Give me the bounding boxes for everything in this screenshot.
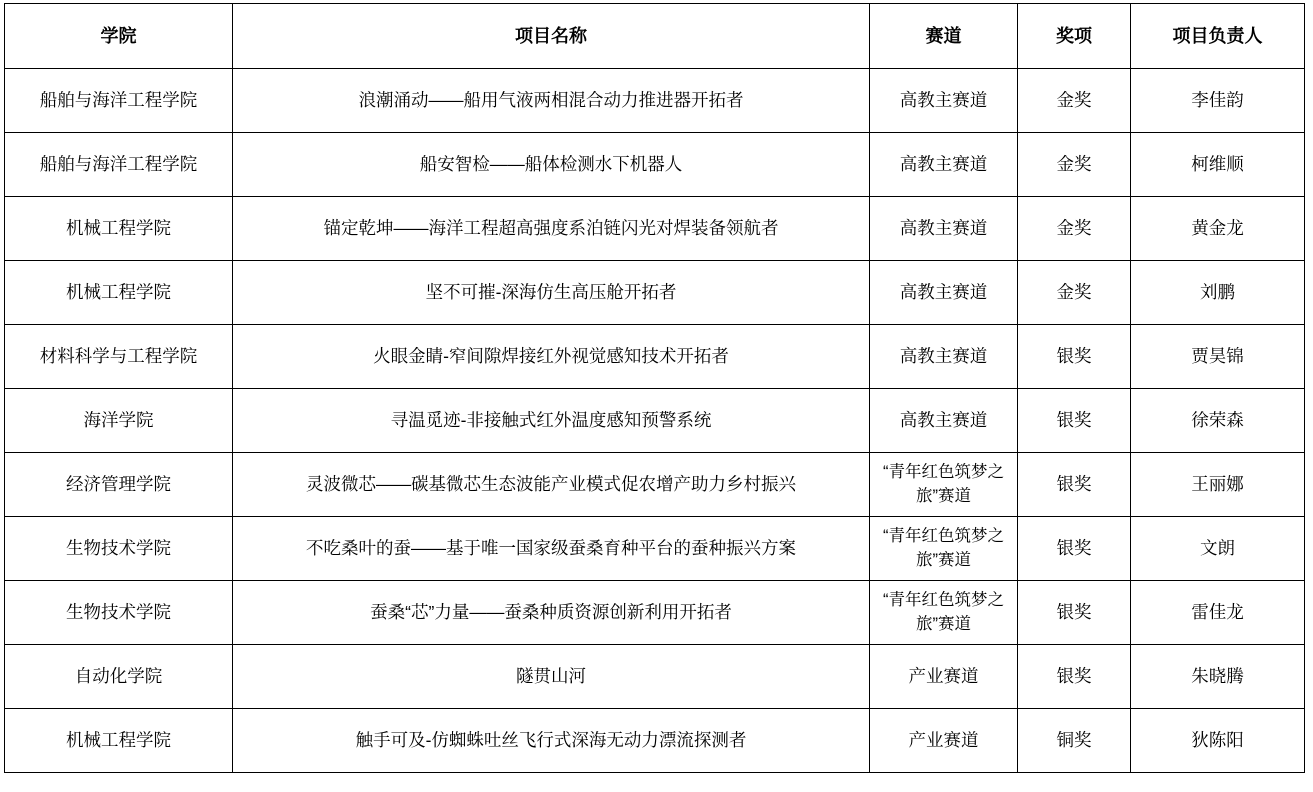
column-header-project: 项目名称 — [233, 4, 870, 69]
cell-award: 银奖 — [1018, 517, 1131, 581]
cell-project: 蚕桑“芯”力量——蚕桑种质资源创新利用开拓者 — [233, 581, 870, 645]
cell-project: 坚不可摧-深海仿生高压舱开拓者 — [233, 261, 870, 325]
cell-award: 银奖 — [1018, 325, 1131, 389]
cell-project: 不吃桑叶的蚕——基于唯一国家级蚕桑育种平台的蚕种振兴方案 — [233, 517, 870, 581]
document-page — [0, 3, 1313, 792]
cell-leader: 文朗 — [1131, 517, 1305, 581]
table-row — [5, 645, 1305, 709]
cell-college: 船舶与海洋工程学院 — [5, 69, 233, 133]
column-header-award: 奖项 — [1018, 4, 1131, 69]
cell-award: 金奖 — [1018, 69, 1131, 133]
cell-college: 材料科学与工程学院 — [5, 325, 233, 389]
cell-award: 金奖 — [1018, 197, 1131, 261]
cell-track: “青年红色筑梦之旅”赛道 — [870, 581, 1018, 645]
award-results-table — [4, 3, 1305, 773]
cell-college: 经济管理学院 — [5, 453, 233, 517]
cell-track: 高教主赛道 — [870, 133, 1018, 197]
cell-college: 生物技术学院 — [5, 517, 233, 581]
table-row — [5, 581, 1305, 645]
cell-college: 船舶与海洋工程学院 — [5, 133, 233, 197]
cell-leader: 柯维顺 — [1131, 133, 1305, 197]
table-header — [5, 4, 1305, 69]
cell-track: “青年红色筑梦之旅”赛道 — [870, 453, 1018, 517]
cell-track: 高教主赛道 — [870, 261, 1018, 325]
cell-project: 触手可及-仿蜘蛛吐丝飞行式深海无动力漂流探测者 — [233, 709, 870, 773]
cell-project: 隧贯山河 — [233, 645, 870, 709]
table-row — [5, 325, 1305, 389]
cell-college: 生物技术学院 — [5, 581, 233, 645]
column-header-track: 赛道 — [870, 4, 1018, 69]
cell-project: 锚定乾坤——海洋工程超高强度系泊链闪光对焊装备领航者 — [233, 197, 870, 261]
cell-leader: 黄金龙 — [1131, 197, 1305, 261]
column-header-leader: 项目负责人 — [1131, 4, 1305, 69]
table-header-row — [5, 4, 1305, 69]
cell-leader: 雷佳龙 — [1131, 581, 1305, 645]
cell-college: 机械工程学院 — [5, 261, 233, 325]
cell-award: 铜奖 — [1018, 709, 1131, 773]
cell-award: 银奖 — [1018, 581, 1131, 645]
column-header-college: 学院 — [5, 4, 233, 69]
cell-project: 浪潮涌动——船用气液两相混合动力推进器开拓者 — [233, 69, 870, 133]
table-body — [5, 69, 1305, 773]
cell-leader: 徐荣森 — [1131, 389, 1305, 453]
cell-college: 机械工程学院 — [5, 197, 233, 261]
cell-award: 银奖 — [1018, 645, 1131, 709]
table-row — [5, 389, 1305, 453]
cell-college: 海洋学院 — [5, 389, 233, 453]
cell-track: 高教主赛道 — [870, 389, 1018, 453]
cell-leader: 朱晓腾 — [1131, 645, 1305, 709]
cell-award: 银奖 — [1018, 389, 1131, 453]
cell-project: 灵波微芯——碳基微芯生态波能产业模式促农增产助力乡村振兴 — [233, 453, 870, 517]
cell-leader: 贾昊锦 — [1131, 325, 1305, 389]
cell-project: 火眼金睛-窄间隙焊接红外视觉感知技术开拓者 — [233, 325, 870, 389]
table-row — [5, 261, 1305, 325]
cell-track: 产业赛道 — [870, 709, 1018, 773]
table-row — [5, 517, 1305, 581]
cell-track: 高教主赛道 — [870, 325, 1018, 389]
table-row — [5, 197, 1305, 261]
cell-college: 机械工程学院 — [5, 709, 233, 773]
cell-leader: 狄陈阳 — [1131, 709, 1305, 773]
cell-track: “青年红色筑梦之旅”赛道 — [870, 517, 1018, 581]
cell-project: 船安智检——船体检测水下机器人 — [233, 133, 870, 197]
cell-track: 高教主赛道 — [870, 197, 1018, 261]
cell-project: 寻温觅迹-非接触式红外温度感知预警系统 — [233, 389, 870, 453]
cell-leader: 王丽娜 — [1131, 453, 1305, 517]
table-row — [5, 709, 1305, 773]
cell-award: 金奖 — [1018, 133, 1131, 197]
cell-leader: 刘鹏 — [1131, 261, 1305, 325]
cell-track: 高教主赛道 — [870, 69, 1018, 133]
cell-college: 自动化学院 — [5, 645, 233, 709]
cell-award: 金奖 — [1018, 261, 1131, 325]
table-row — [5, 133, 1305, 197]
cell-leader: 李佳韵 — [1131, 69, 1305, 133]
table-row — [5, 453, 1305, 517]
cell-track: 产业赛道 — [870, 645, 1018, 709]
cell-award: 银奖 — [1018, 453, 1131, 517]
table-row — [5, 69, 1305, 133]
